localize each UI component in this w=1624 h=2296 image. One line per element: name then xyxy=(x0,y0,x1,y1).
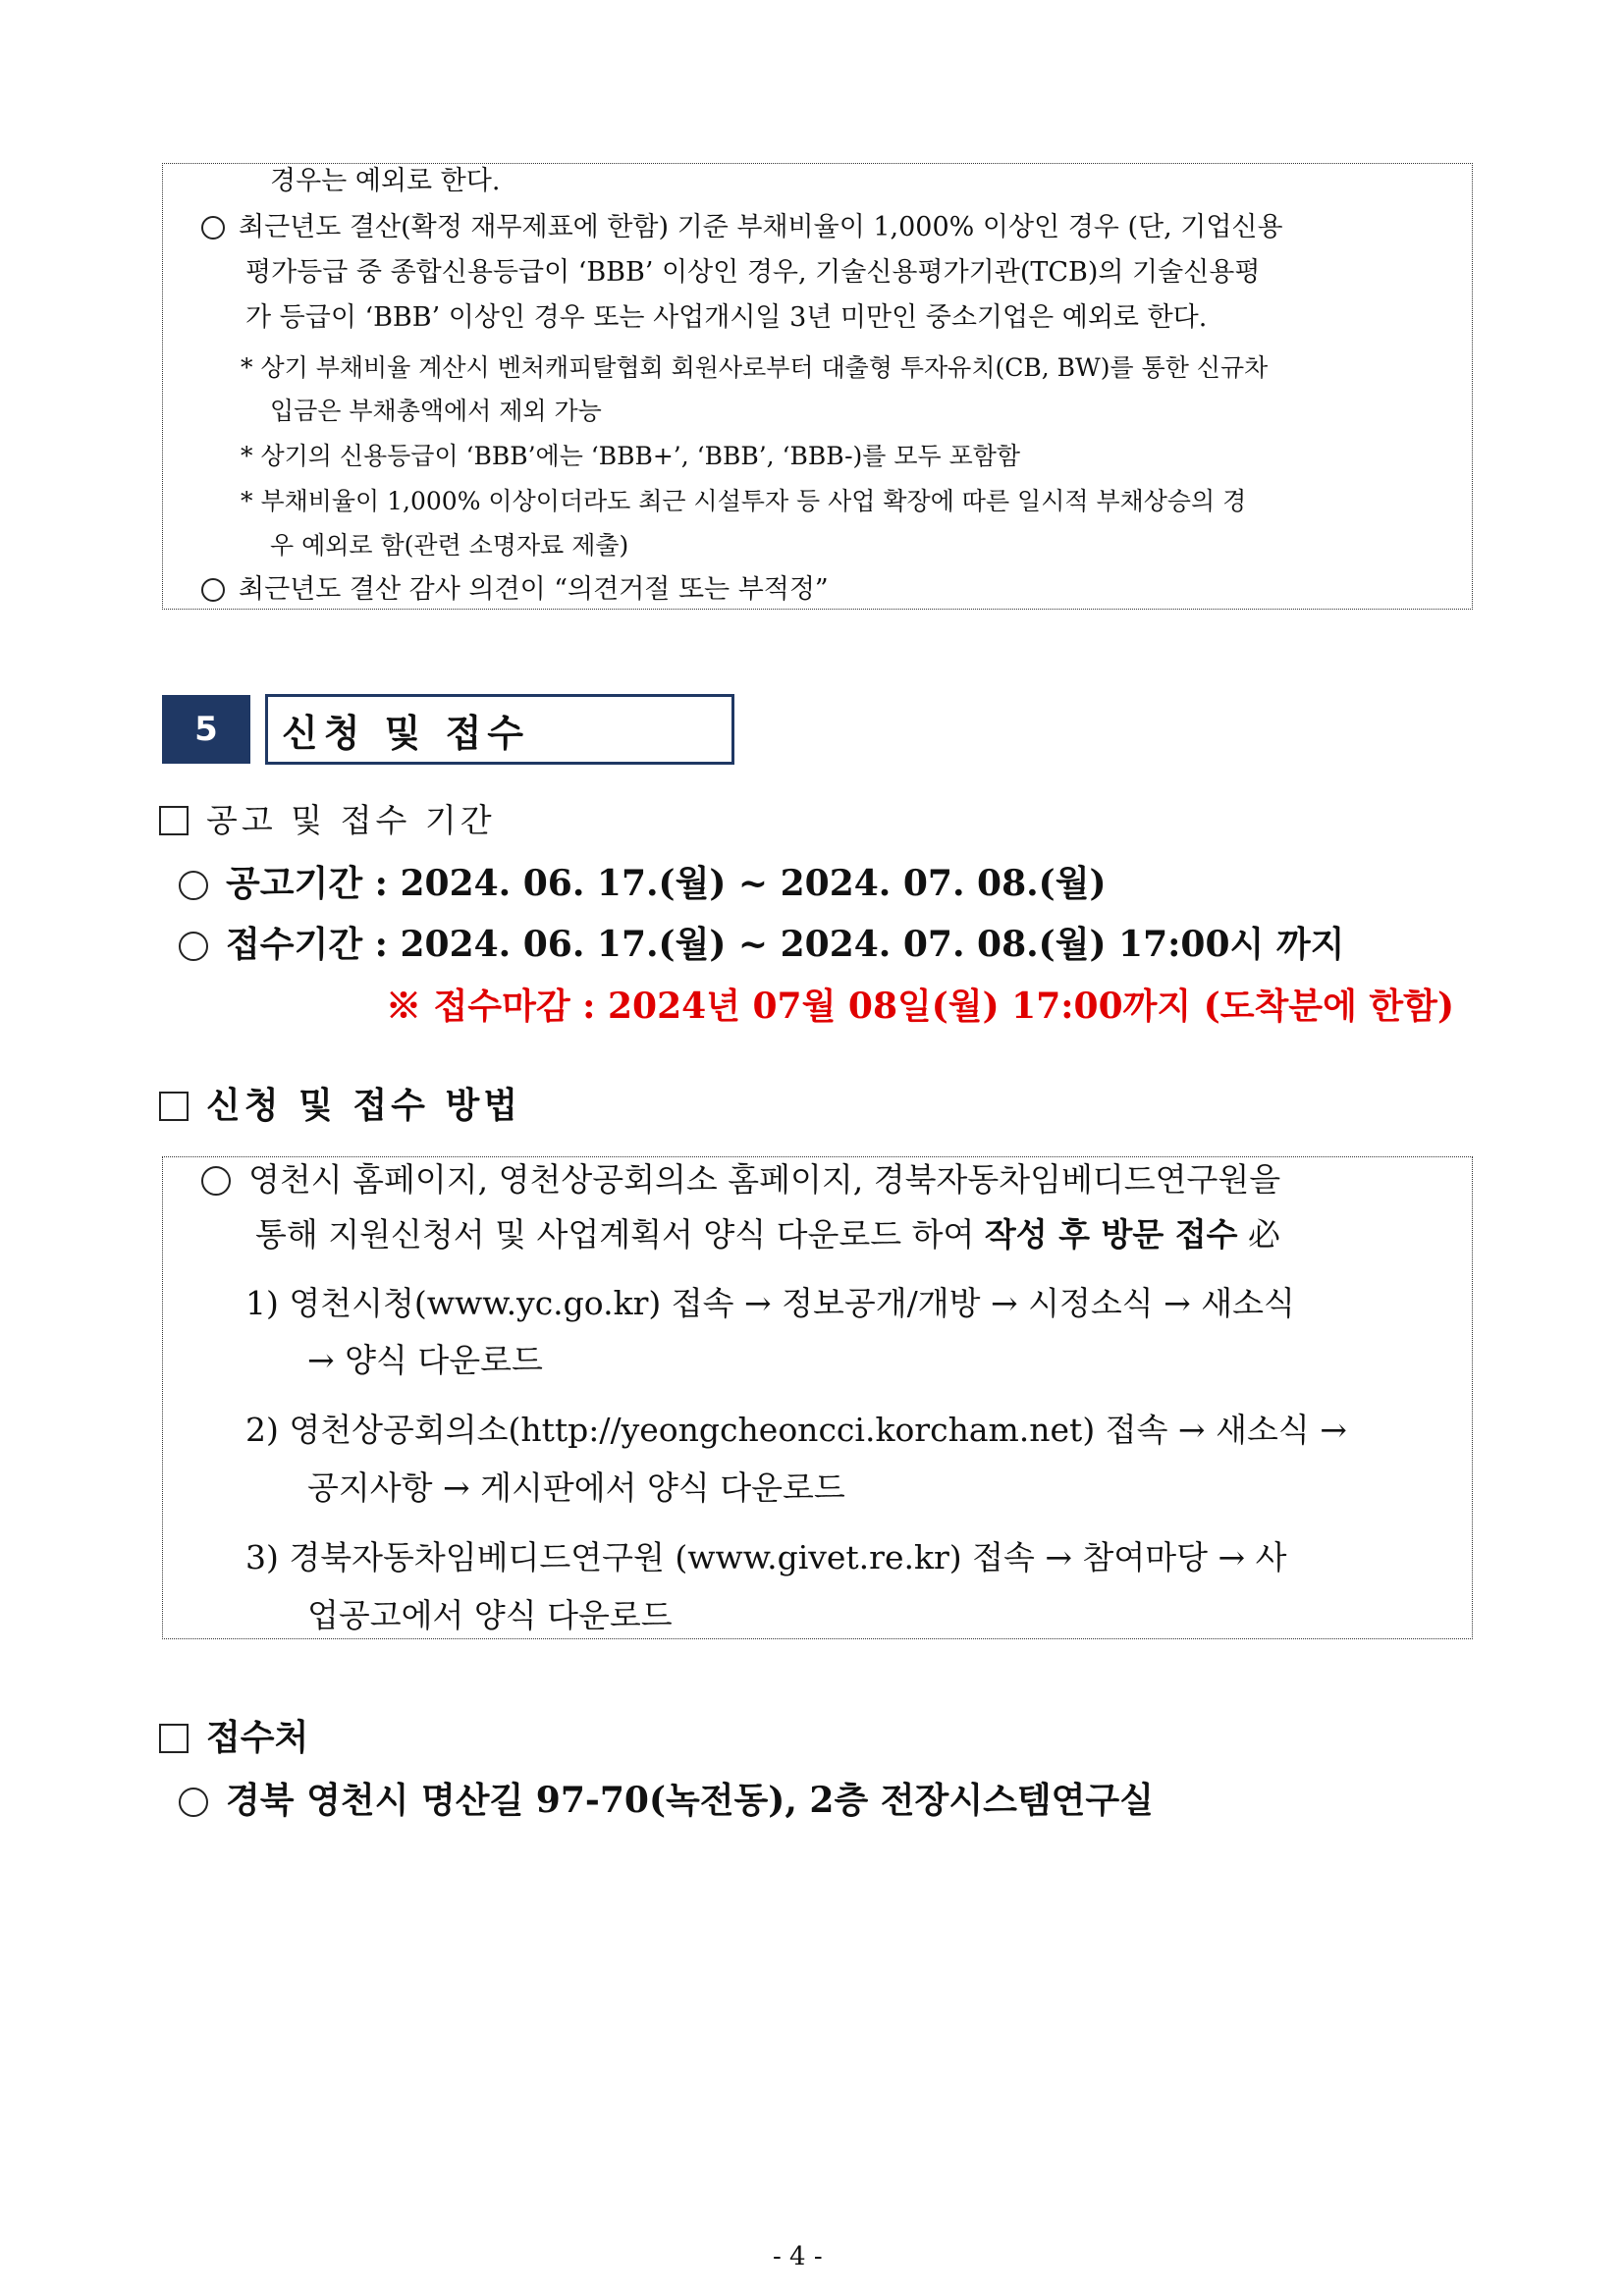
page-number: - 4 - xyxy=(773,2242,823,2271)
box1-item2-text: 최근년도 결산 감사 의견이 “의견거절 또는 부적정” xyxy=(239,574,829,605)
notice-period-value: : 2024. 06. 17.(월) ~ 2024. 07. 08.(월) xyxy=(374,863,1107,904)
circle-bullet-icon xyxy=(179,932,208,961)
method-intro-pre: 통해 지원신청서 및 사업계획서 양식 다운로드 하여 xyxy=(255,1215,985,1254)
method-intro-text: 영천시 홈페이지, 영천상공회의소 홈페이지, 경북자동차임베디드연구원을 xyxy=(248,1160,1281,1199)
receipt-period-value: : 2024. 06. 17.(월) ~ 2024. 07. 08.(월) 17:00시 까지 xyxy=(374,924,1345,965)
notice-period-label: 공고기간 xyxy=(226,863,363,904)
box1-note3-line2: 우 예외로 함(관련 소명자료 제출) xyxy=(270,531,629,560)
box1-item1-line1: 최근년도 결산(확정 재무제표에 한함) 기준 부채비율이 1,000% 이상인 경우 (단, 기업신용 xyxy=(239,212,1283,242)
method-heading xyxy=(159,1084,521,1127)
checkbox-square-icon xyxy=(159,806,189,835)
box1-note1-line1: * 상기 부채비율 계산시 벤처캐피탈협회 회원사로부터 대출형 투자유치(CB, BW)를 통한 신규차 xyxy=(241,353,1269,382)
step2-line1: 2) 영천상공회의소(http://yeongcheoncci.korcham.net) 접속 → 새소식 → xyxy=(245,1411,1347,1449)
step1-line2: → 양식 다운로드 xyxy=(307,1341,543,1379)
box1-item1-line3: 가 등급이 ‘BBB’ 이상인 경우 또는 사업개시일 3년 미만인 중소기업은 예외로 한다. xyxy=(245,302,1208,333)
method-intro-emphasis: 작성 후 방문 접수 xyxy=(984,1215,1238,1254)
step2-line2: 공지사항 → 게시판에서 양식 다운로드 xyxy=(307,1468,845,1507)
section-title-box xyxy=(265,694,734,765)
method-intro-line2 xyxy=(255,1215,1280,1255)
section-title: 신청 및 접수 xyxy=(282,710,529,755)
section-number: 5 xyxy=(194,710,218,749)
notice-period xyxy=(179,862,1107,905)
step3-line1: 3) 경북자동차임베디드연구원 (www.givet.re.kr) 접속 → 참여마당 → 사 xyxy=(245,1538,1287,1576)
checkbox-square-icon xyxy=(159,1724,189,1753)
step1-line1: 1) 영천시청(www.yc.go.kr) 접속 → 정보공개/개방 → 시정소식 → 새소식 xyxy=(245,1284,1295,1322)
method-intro-suffix: 必 xyxy=(1237,1215,1280,1254)
office-heading xyxy=(159,1716,308,1759)
receipt-period-label: 접수기간 xyxy=(226,924,363,965)
period-heading-text: 공고 및 접수 기간 xyxy=(206,801,496,839)
circle-bullet-icon xyxy=(179,1788,208,1817)
period-heading xyxy=(159,801,496,840)
checkbox-square-icon xyxy=(159,1092,189,1121)
section-number-badge xyxy=(162,695,250,764)
deadline-notice: ※ 접수마감 : 2024년 07월 08일(월) 17:00까지 (도착분에 한함) xyxy=(386,986,1454,1027)
circle-bullet-icon xyxy=(201,216,225,240)
receipt-period xyxy=(179,923,1344,966)
office-address xyxy=(179,1779,1154,1822)
box1-line-continuation: 경우는 예외로 한다. xyxy=(270,166,501,196)
box1-note1-line2: 입금은 부채총액에서 제외 가능 xyxy=(270,397,602,425)
office-heading-text: 접수처 xyxy=(206,1717,309,1758)
office-address-text: 경북 영천시 명산길 97-70(녹전동), 2층 전장시스템연구실 xyxy=(226,1780,1154,1821)
box1-item1-line2: 평가등급 중 종합신용등급이 ‘BBB’ 이상인 경우, 기술신용평가기관(TCB)의 기술신용평 xyxy=(245,257,1261,288)
step3-line2: 업공고에서 양식 다운로드 xyxy=(307,1596,673,1634)
method-intro-line1 xyxy=(201,1160,1280,1200)
box1-item1 xyxy=(201,213,1460,242)
circle-bullet-icon xyxy=(201,1166,231,1196)
box1-note2: * 상기의 신용등급이 ‘BBB’에는 ‘BBB+’, ‘BBB’, ‘BBB-)를 모두 포함함 xyxy=(241,442,1021,470)
box1-item2 xyxy=(201,575,829,605)
box1-note3-line1: * 부채비율이 1,000% 이상이더라도 최근 시설투자 등 사업 확장에 따른 일시적 부채상승의 경 xyxy=(241,487,1247,515)
circle-bullet-icon xyxy=(201,578,225,602)
circle-bullet-icon xyxy=(179,871,208,900)
method-heading-text: 신청 및 접수 방법 xyxy=(206,1085,522,1126)
